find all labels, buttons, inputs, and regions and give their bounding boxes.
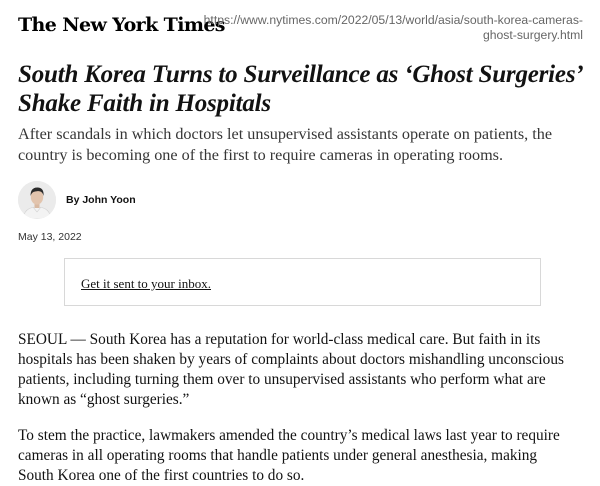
paragraph-1-line-3: patients, including turning them over to unsupervised assistants who perform what are: [18, 371, 546, 388]
author-avatar[interactable]: [18, 181, 56, 219]
newsletter-signup-link[interactable]: Get it sent to your inbox.: [81, 276, 211, 291]
paragraph-1-line-2: hospitals has been shaken by years of complaints about doctors mishandling unconscious: [18, 351, 564, 368]
masthead: [18, 12, 583, 46]
paragraph-2-line-3: South Korea one of the first countries to do so.: [18, 467, 305, 484]
article-headline: [18, 60, 588, 118]
paragraph-2-line-2: cameras in all operating rooms that handle patients under general anesthesia, making: [18, 447, 538, 464]
summary-line-2: country is becoming one of the first to require cameras in operating rooms.: [18, 146, 504, 164]
summary-line-1: After scandals in which doctors let unsupervised assistants operate on patients, the: [18, 125, 553, 143]
article-paragraph-1: [18, 330, 593, 410]
paragraph-2-line-1: To stem the practice, lawmakers amended the country’s medical laws last year to require: [18, 427, 560, 444]
newsletter-signup-box: [64, 258, 541, 306]
author-photo-icon: [18, 181, 56, 219]
publish-date: May 13, 2022: [18, 231, 82, 243]
article-url-line-1: https://www.nytimes.com/2022/05/13/world/asia/south-korea-cameras-: [203, 13, 583, 27]
nyt-logo[interactable]: The New York Times: [18, 14, 225, 36]
article-summary: [18, 124, 588, 166]
paragraph-1-line-4: known as “ghost surgeries.”: [18, 391, 190, 408]
paragraph-1-line-1: SEOUL — South Korea has a reputation for world-class medical care. But faith in its: [18, 331, 541, 348]
article-url-line-2: ghost-surgery.html: [482, 28, 583, 42]
author-byline[interactable]: By John Yoon: [66, 194, 136, 206]
article-url: [170, 13, 583, 43]
article-paragraph-2: [18, 426, 593, 486]
headline-line-1: South Korea Turns to Surveillance as ‘Ghost Surgeries’: [18, 61, 584, 88]
headline-line-2: Shake Faith in Hospitals: [18, 90, 271, 117]
